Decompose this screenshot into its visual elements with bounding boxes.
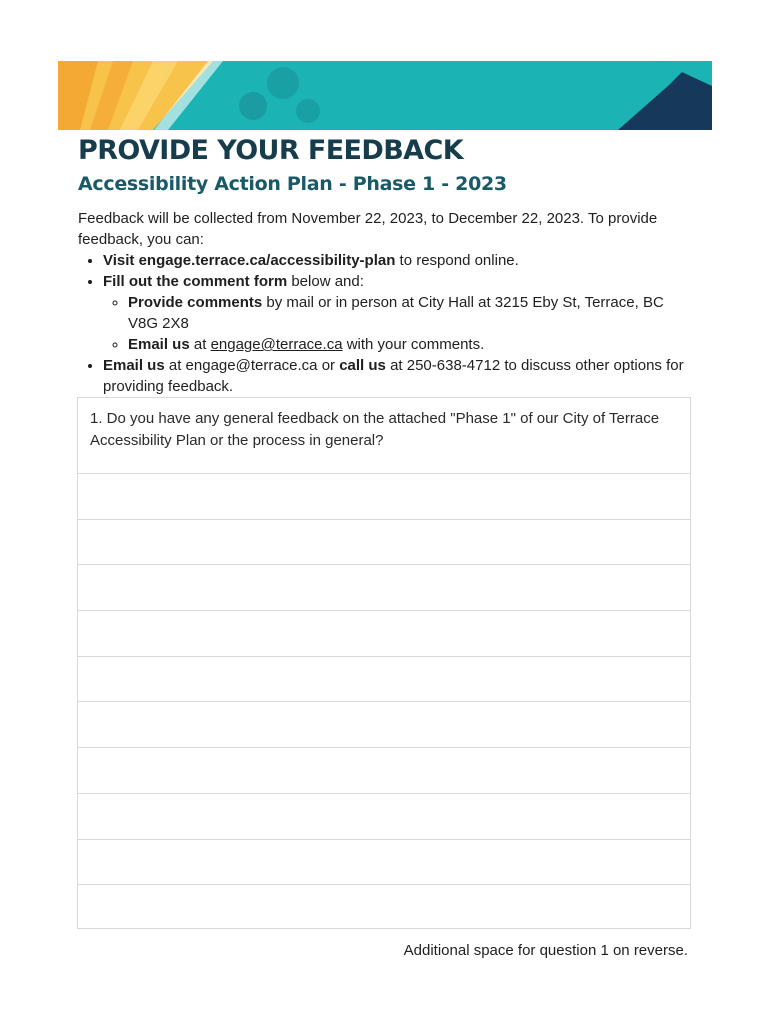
- sub-options-list: [103, 292, 688, 355]
- answer-area[interactable]: [78, 474, 690, 931]
- footer-note: Additional space for question 1 on reverse.: [403, 942, 688, 959]
- list-item-bold: call us: [339, 357, 386, 374]
- list-item-visit: [103, 250, 688, 271]
- page-subtitle: Accessibility Action Plan - Phase 1 - 2023: [78, 173, 507, 195]
- list-item-bold: Email us: [128, 336, 190, 353]
- intro-text: Feedback will be collected from November 22, 2023, to December 22, 2023. To provide feedback, you can:: [78, 210, 658, 248]
- intro-section: [78, 208, 688, 397]
- answer-line[interactable]: [78, 794, 690, 840]
- list-item-text: below and:: [287, 273, 364, 290]
- list-item-text: at 250-638-4712 to discuss other options for providing feedback.: [103, 357, 684, 395]
- list-item-bold: Fill out the comment form: [103, 273, 288, 290]
- visit-link-text[interactable]: Visit engage.terrace.ca/accessibility-plan: [103, 252, 396, 269]
- list-item-text: with your comments.: [342, 336, 485, 353]
- answer-line[interactable]: [78, 611, 690, 657]
- list-item-text: by mail or in person at City Hall at 3215 Eby St, Terrace, BC V8G 2X8: [128, 294, 664, 332]
- feedback-options-list: [78, 250, 688, 397]
- sub-item-email: [128, 334, 688, 355]
- sub-item-provide: [128, 292, 688, 334]
- answer-line[interactable]: [78, 474, 690, 520]
- list-item-text: at engage@terrace.ca or: [164, 357, 340, 374]
- header-banner: [58, 61, 712, 130]
- question-1: 1. Do you have any general feedback on the attached "Phase 1" of our City of Terrace Accessibility Plan or the process in general?: [78, 398, 690, 474]
- list-item-fill: [103, 271, 688, 355]
- answer-line[interactable]: [78, 840, 690, 886]
- list-item-bold: Email us: [103, 357, 165, 374]
- answer-line[interactable]: [78, 885, 690, 931]
- list-item-contact: [103, 355, 688, 397]
- banner-artwork: [58, 61, 712, 130]
- answer-line[interactable]: [78, 520, 690, 566]
- list-item-bold: Provide comments: [128, 294, 263, 311]
- answer-line[interactable]: [78, 748, 690, 794]
- answer-line[interactable]: [78, 657, 690, 703]
- list-item-text: to respond online.: [395, 252, 519, 269]
- answer-line[interactable]: [78, 565, 690, 611]
- comment-form: [77, 397, 691, 929]
- list-item-text: at: [189, 336, 211, 353]
- answer-line[interactable]: [78, 702, 690, 748]
- page-title: PROVIDE YOUR FEEDBACK: [78, 135, 464, 166]
- email-link[interactable]: engage@terrace.ca: [210, 336, 343, 353]
